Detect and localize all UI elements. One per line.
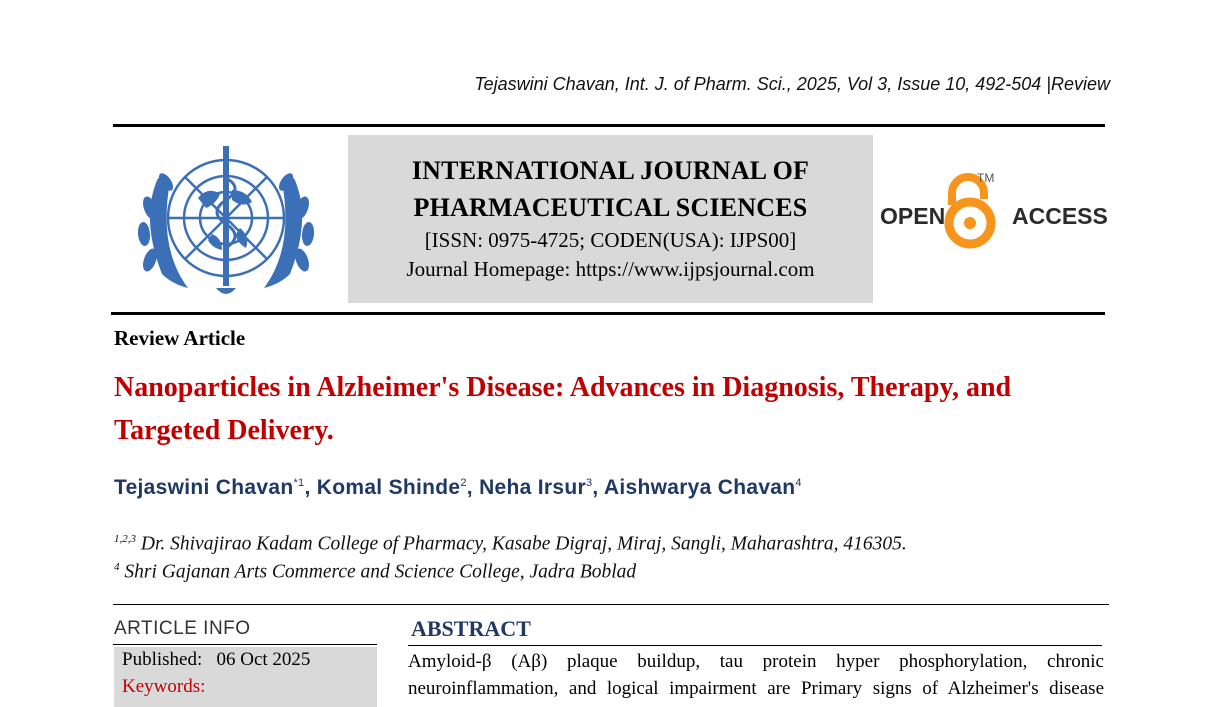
affiliation-text: Dr. Shivajirao Kadam College of Pharmacy, Kasabe Digraj, Miraj, Sangli, Maharashtra, 416305.: [140, 533, 907, 555]
un-emblem-logo: [128, 138, 324, 304]
header-bottom-rule: [111, 312, 1105, 315]
journal-title-line1: INTERNATIONAL JOURNAL OF: [411, 156, 810, 185]
open-access-left-text: OPEN: [880, 203, 946, 229]
author-affiliation-marker: 4: [795, 477, 802, 489]
top-rule: [113, 124, 1105, 127]
author-name[interactable]: Tejaswini Chavan: [114, 476, 294, 499]
abstract-text: [408, 648, 1104, 702]
published-line: [122, 649, 310, 671]
article-type-label: Review Article: [114, 326, 246, 350]
article-info-box: [114, 647, 377, 707]
affiliation-2: [114, 561, 636, 584]
affiliation-text: Shri Gajanan Arts Commerce and Science College, Jadra Boblad: [124, 561, 637, 583]
author-affiliation-marker: 3: [585, 477, 593, 489]
published-label: Published:: [122, 649, 203, 670]
journal-homepage[interactable]: Journal Homepage: https://www.ijpsjournal.com: [406, 257, 815, 281]
article-info-label: ARTICLE INFO: [114, 618, 251, 639]
article-info-underline: [113, 644, 377, 645]
abstract-line: neuroinflammation, and logical impairment are Primary signs of Alzheimer's disease: [408, 678, 1104, 699]
open-access-tm: TM: [977, 171, 995, 185]
open-access-right-text: ACCESS: [1012, 203, 1108, 229]
author-affiliation-marker: 2: [460, 477, 467, 489]
journal-issn: [ISSN: 0975-4725; CODEN(USA): IJPS00]: [424, 228, 797, 252]
journal-title-box: [348, 135, 873, 303]
journal-title-line2: PHARMACEUTICAL SCIENCES: [413, 193, 808, 222]
author-name[interactable]: Komal Shinde: [316, 476, 461, 499]
article-title: Nanoparticles in Alzheimer's Disease: Advances in Diagnosis, Therapy, and Targeted Delivery.: [114, 372, 1012, 446]
published-date: 06 Oct 2025: [216, 649, 311, 670]
author-name[interactable]: Aishwarya Chavan: [603, 476, 796, 499]
abstract-underline: [408, 645, 1102, 646]
affiliation-marker: 4: [114, 561, 120, 573]
info-top-rule: [113, 604, 1109, 605]
affiliation-1: [114, 533, 907, 556]
open-access-logo: [880, 165, 1110, 255]
abstract-line: Amyloid-β (Aβ) plaque buildup, tau protein hyper phosphorylation, chronic: [408, 651, 1104, 672]
open-access-lock-icon: [949, 177, 991, 244]
keywords-label: Keywords:: [122, 676, 206, 697]
affiliation-marker: 1,2,3: [114, 533, 136, 545]
author-list: Tejaswini Chavan$^{*1}$, Komal Shinde$^2$, Neha Irsur$^3$, Aishwarya Chavan$^4$: [114, 476, 802, 499]
author-affiliation-marker: *1: [293, 477, 305, 489]
abstract-heading: ABSTRACT: [411, 616, 531, 641]
running-head: Tejaswini Chavan, Int. J. of Pharm. Sci., 2025, Vol 3, Issue 10, 492-504 |Review: [474, 74, 1110, 94]
author-name[interactable]: Neha Irsur: [479, 476, 586, 499]
